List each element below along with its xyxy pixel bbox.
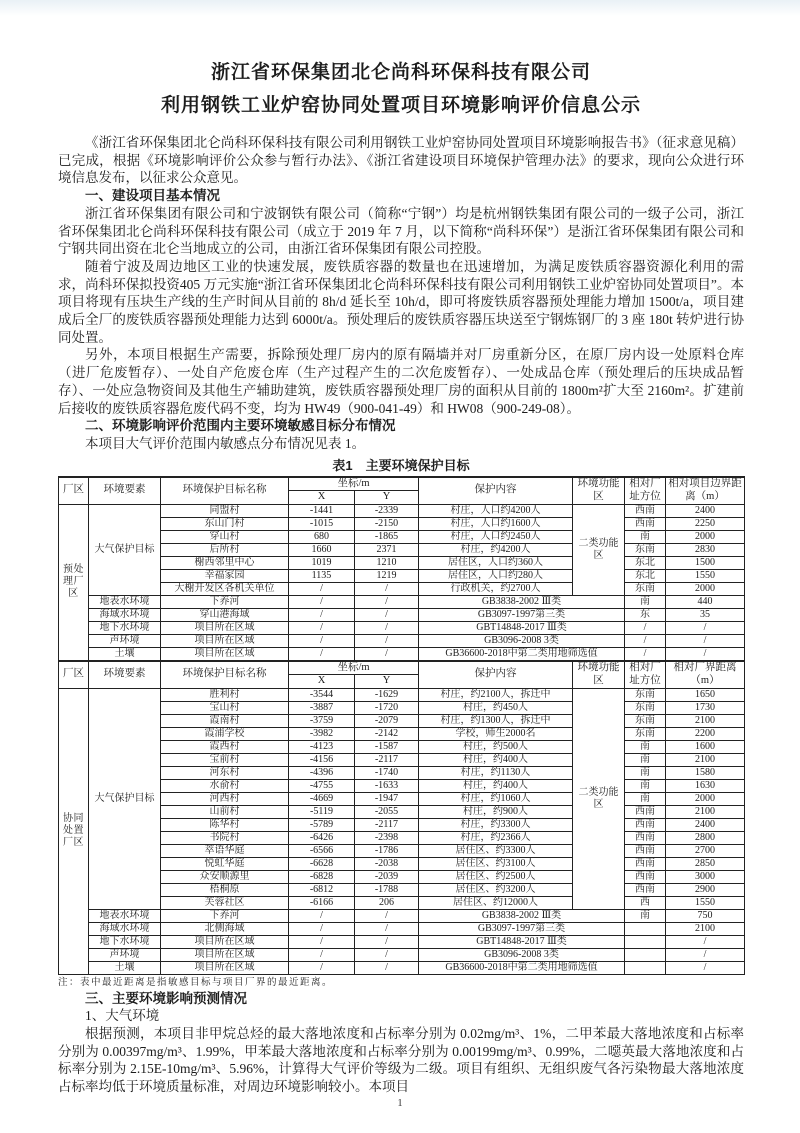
coord-x-cell: /	[289, 922, 355, 935]
coord-y-cell: -1587	[355, 740, 419, 753]
table-row	[59, 608, 745, 621]
direction-cell: 西南	[625, 883, 666, 896]
coord-x-cell: /	[289, 634, 355, 647]
content-cell: 村庄，人口约1600人	[419, 517, 573, 530]
col-direction: 相对厂址方位	[625, 661, 666, 689]
coord-x-cell: -1441	[289, 504, 355, 517]
table-row	[59, 896, 745, 909]
coord-x-cell: -3544	[289, 688, 355, 701]
table-row	[59, 701, 745, 714]
table-row	[59, 569, 745, 582]
coord-y-cell: /	[355, 582, 419, 595]
direction-cell: 西	[625, 896, 666, 909]
content-cell: 居住区、约3200人	[419, 883, 573, 896]
content-cell: 居住区、约2500人	[419, 870, 573, 883]
col-plant: 厂区	[59, 477, 89, 505]
table-row	[59, 647, 745, 661]
table-row	[59, 543, 745, 556]
coord-x-cell: -4755	[289, 779, 355, 792]
content-cell: 村庄，约1130人	[419, 766, 573, 779]
plant-cell: 协同处置厂区	[59, 688, 89, 974]
coord-y-cell: -1786	[355, 844, 419, 857]
distance-cell: 2000	[666, 530, 745, 543]
content-cell: 村庄，约1300人，拆迁中	[419, 714, 573, 727]
page-content	[58, 0, 744, 1096]
coord-y-cell: /	[355, 909, 419, 922]
direction-cell: 西南	[625, 504, 666, 517]
target-name-cell: 水俞村	[161, 779, 289, 792]
content-cell: 村庄，约400人	[419, 753, 573, 766]
content-cell: 居住区、约3100人	[419, 857, 573, 870]
table-row	[59, 621, 745, 634]
coord-x-cell: -4669	[289, 792, 355, 805]
coord-x-cell: -6566	[289, 844, 355, 857]
direction-cell: /	[625, 621, 666, 634]
target-name-cell: 梧桐原	[161, 883, 289, 896]
table-row	[59, 948, 745, 961]
direction-cell: /	[625, 634, 666, 647]
col-x: X	[289, 491, 355, 505]
col-x: X	[289, 675, 355, 689]
subsection-air: 1、大气环境	[85, 1008, 160, 1024]
coord-x-cell: -4123	[289, 740, 355, 753]
distance-cell: 1730	[666, 701, 745, 714]
distance-cell: 2100	[666, 805, 745, 818]
coord-x-cell: -1015	[289, 517, 355, 530]
col-y: Y	[355, 675, 419, 689]
direction-cell: 南	[625, 779, 666, 792]
coord-y-cell: -1947	[355, 792, 419, 805]
standard-cell: GBT14848-2017 Ⅲ类	[419, 935, 625, 948]
paragraph-project: 随着宁波及周边地区工业的快速发展，废铁质容器的数量也在迅速增加，为满足废铁质容器资源化利用的需求，尚科环保拟投资405 万元实施“浙江省环保集团北仑尚科环保科技有限公司利用钢铁工业炉窑协同处置项目”。本项目将现有压块生产线的生产时间从目前的 8h/d 延长至 10h/d，即可将废铁质容器预处理能力增加 1500t/a，项目建成后全厂的废铁质容器预处理能力达到 6000t/a。预处理后的废铁质容器压块送至宁钢炼钢厂的 3 座 180t 转炉进行协同处置。	[58, 258, 744, 345]
table-header-row	[59, 477, 745, 491]
distance-cell: /	[666, 621, 745, 634]
plant-cell: 预处理厂区	[59, 504, 89, 661]
coord-y-cell: /	[355, 935, 419, 948]
target-name-cell: 下养河	[161, 595, 289, 608]
coord-x-cell: -5119	[289, 805, 355, 818]
target-name-cell: 榭西邻里中心	[161, 556, 289, 569]
direction-cell: 南	[625, 753, 666, 766]
col-plant: 厂区	[59, 661, 89, 689]
table-row	[59, 556, 745, 569]
table-row	[59, 961, 745, 974]
coord-x-cell: -3982	[289, 727, 355, 740]
table-row	[59, 530, 745, 543]
distance-cell: 2250	[666, 517, 745, 530]
distance-cell: 2400	[666, 818, 745, 831]
distance-cell: /	[666, 647, 745, 661]
coord-y-cell: 1210	[355, 556, 419, 569]
paragraph-table-ref: 本项目大气评价范围内敏感点分布情况见表 1。	[85, 435, 366, 451]
standard-cell: GB36600-2018中第二类用地筛选值	[419, 961, 625, 974]
target-name-cell: 宝山村	[161, 701, 289, 714]
direction-cell: 南	[625, 909, 666, 922]
col-zone: 环境功能区	[573, 661, 625, 689]
coord-y-cell: -1633	[355, 779, 419, 792]
col-zone: 环境功能区	[573, 477, 625, 505]
col-coord: 坐标/m	[289, 477, 419, 491]
standard-cell: GB36600-2018中第二类用地筛选值	[419, 647, 625, 661]
element-cell: 海域水环境	[89, 608, 161, 621]
table-row	[59, 714, 745, 727]
coord-y-cell: 206	[355, 896, 419, 909]
target-name-cell: 宝前村	[161, 753, 289, 766]
target-name-cell: 霞西村	[161, 740, 289, 753]
target-name-cell: 山前村	[161, 805, 289, 818]
intro-paragraph: 《浙江省环保集团北仑尚科环保科技有限公司利用钢铁工业炉窑协同处置项目环境影响报告书》（征求意见稿）已完成，根据《环境影响评价公众参与暂行办法》、《浙江省建设项目环境保护管理办法》的要求，现向公众进行环境信息发布，以征求公众意见。	[58, 135, 744, 186]
content-cell: 村庄，约2366人	[419, 831, 573, 844]
table-row	[59, 753, 745, 766]
target-name-cell: 项目所在区域	[161, 961, 289, 974]
table-row	[59, 831, 745, 844]
distance-cell: /	[666, 935, 745, 948]
coord-x-cell: 1135	[289, 569, 355, 582]
standard-cell: GB3096-2008 3类	[419, 948, 625, 961]
coord-y-cell: -1629	[355, 688, 419, 701]
standard-cell: GB3097-1997第三类	[419, 608, 625, 621]
standard-cell: GBT14848-2017 Ⅲ类	[419, 621, 625, 634]
direction-cell: 东南	[625, 543, 666, 556]
content-cell: 村庄，约2100人，拆迁中	[419, 688, 573, 701]
direction-cell: 西南	[625, 831, 666, 844]
target-name-cell: 后所村	[161, 543, 289, 556]
coord-y-cell: -1720	[355, 701, 419, 714]
direction-cell: 西南	[625, 857, 666, 870]
target-name-cell: 幸福家园	[161, 569, 289, 582]
element-cell: 大气保护目标	[89, 688, 161, 909]
table-row	[59, 766, 745, 779]
col-direction: 相对厂址方位	[625, 477, 666, 505]
col-distance: 相对厂界距离（m）	[666, 661, 745, 689]
zone-cell: 二类功能区	[573, 688, 625, 909]
direction-cell	[625, 948, 666, 961]
direction-cell: 东北	[625, 556, 666, 569]
coord-y-cell: /	[355, 634, 419, 647]
element-cell: 声环境	[89, 948, 161, 961]
table-row	[59, 740, 745, 753]
distance-cell: /	[666, 948, 745, 961]
content-cell: 村庄，人口约2450人	[419, 530, 573, 543]
distance-cell: 2000	[666, 582, 745, 595]
direction-cell	[625, 922, 666, 935]
coord-x-cell: -6166	[289, 896, 355, 909]
paragraph-prediction: 根据预测，本项目非甲烷总烃的最大落地浓度和占标率分别为 0.02mg/m³、1%，二甲苯最大落地浓度和占标率分别为 0.00397mg/m³、1.99%，甲苯最大落地浓度和占标率分别为 0.00199mg/m³、0.99%，二噁英最大落地浓度和占标率分别为 2.15E-10mg/m³、5.96%，计算得大气评价等级为二级。项目有组织、无组织废气各污染物最大落地浓度占标率均低于环境质量标准，对周边环境影响较小。本项目	[58, 1026, 744, 1095]
coord-x-cell: 1660	[289, 543, 355, 556]
standard-cell: GB3838-2002 Ⅲ类	[419, 595, 625, 608]
element-cell: 土壤	[89, 647, 161, 661]
table-row	[59, 857, 745, 870]
table-caption: 表1 主要环境保护目标	[332, 457, 470, 473]
coord-x-cell: 680	[289, 530, 355, 543]
coord-y-cell: -1788	[355, 883, 419, 896]
coord-x-cell: /	[289, 909, 355, 922]
table-row	[59, 883, 745, 896]
distance-cell: 1500	[666, 556, 745, 569]
coord-y-cell: -1865	[355, 530, 419, 543]
table-row	[59, 792, 745, 805]
table-row	[59, 517, 745, 530]
paragraph-rebuild: 另外，本项目根据生产需要，拆除预处理厂房内的原有隔墙并对厂房重新分区，在原厂房内设一处原料仓库（进厂危废暂存）、一处自产危废仓库（生产过程产生的二次危废暂存）、一处成品仓库（预处理后的压块成品暂存）、一处应急物资间及其他生产辅助建筑，废铁质容器预处理厂房的面积从目前的 1800m²扩大至 2160m²。扩建前后接收的废铁质容器危废代码不变，均为 HW49（900-041-49）和 HW08（900-249-08）。	[58, 347, 744, 416]
table-row	[59, 870, 745, 883]
table-row	[59, 595, 745, 608]
coord-y-cell: -2079	[355, 714, 419, 727]
content-cell: 村庄，约500人	[419, 740, 573, 753]
content-cell: 村庄，约4200人	[419, 543, 573, 556]
coord-y-cell: -2150	[355, 517, 419, 530]
table-row	[59, 805, 745, 818]
section1-heading: 一、建设项目基本情况	[85, 188, 220, 204]
target-name-cell: 同盟村	[161, 504, 289, 517]
element-cell: 土壤	[89, 961, 161, 974]
coord-x-cell: 1019	[289, 556, 355, 569]
target-name-cell: 大榭开发区各机关单位	[161, 582, 289, 595]
coord-y-cell: 2371	[355, 543, 419, 556]
distance-cell: 2100	[666, 753, 745, 766]
element-cell: 地下水环境	[89, 935, 161, 948]
coord-y-cell: -2039	[355, 870, 419, 883]
distance-cell: /	[666, 961, 745, 974]
coord-x-cell: -6828	[289, 870, 355, 883]
document-title	[58, 56, 744, 122]
target-name-cell: 陈华村	[161, 818, 289, 831]
standard-cell: GB3097-1997第三类	[419, 922, 625, 935]
title-line-1: 浙江省环保集团北仑尚科环保科技有限公司	[210, 62, 591, 83]
coord-x-cell: /	[289, 935, 355, 948]
zone-cell: 二类功能区	[573, 504, 625, 595]
table-row	[59, 727, 745, 740]
table-row	[59, 844, 745, 857]
distance-cell: 2830	[666, 543, 745, 556]
distance-cell: 1630	[666, 779, 745, 792]
target-name-cell: 项目所在区域	[161, 621, 289, 634]
target-name-cell: 悦虹华庭	[161, 857, 289, 870]
content-cell: 居住区、约3300人	[419, 844, 573, 857]
content-cell: 村庄，人口约4200人	[419, 504, 573, 517]
table-row	[59, 922, 745, 935]
col-content: 保护内容	[419, 477, 573, 505]
table-row	[59, 818, 745, 831]
content-cell: 村庄，约1060人	[419, 792, 573, 805]
direction-cell: 东北	[625, 569, 666, 582]
direction-cell: 西南	[625, 870, 666, 883]
coord-x-cell: /	[289, 647, 355, 661]
coord-x-cell: -4396	[289, 766, 355, 779]
coord-y-cell: -2142	[355, 727, 419, 740]
target-name-cell: 项目所在区域	[161, 935, 289, 948]
distance-cell: 2700	[666, 844, 745, 857]
standard-cell: GB3838-2002 Ⅲ类	[419, 909, 625, 922]
coord-x-cell: /	[289, 961, 355, 974]
distance-cell: 2000	[666, 792, 745, 805]
element-cell: 地下水环境	[89, 621, 161, 634]
distance-cell: 2200	[666, 727, 745, 740]
distance-cell: 1580	[666, 766, 745, 779]
table-row	[59, 582, 745, 595]
coord-x-cell: -3887	[289, 701, 355, 714]
coord-y-cell: /	[355, 961, 419, 974]
content-cell: 行政机关，约2700人	[419, 582, 573, 595]
coord-y-cell: /	[355, 948, 419, 961]
col-y: Y	[355, 491, 419, 505]
distance-cell: 1600	[666, 740, 745, 753]
content-cell: 村庄，约3300人	[419, 818, 573, 831]
content-cell: 居住区，人口约280人	[419, 569, 573, 582]
coord-x-cell: -5789	[289, 818, 355, 831]
coord-x-cell: /	[289, 621, 355, 634]
col-coord: 坐标/m	[289, 661, 419, 675]
title-line-2: 利用钢铁工业炉窑协同处置项目环境影响评价信息公示	[160, 95, 641, 116]
coord-y-cell: -2038	[355, 857, 419, 870]
coord-y-cell: /	[355, 647, 419, 661]
target-name-cell: 河西村	[161, 792, 289, 805]
distance-cell: 2400	[666, 504, 745, 517]
coord-y-cell: /	[355, 621, 419, 634]
coord-y-cell: /	[355, 922, 419, 935]
target-name-cell: 北侧海域	[161, 922, 289, 935]
distance-cell: /	[666, 634, 745, 647]
distance-cell: 2100	[666, 922, 745, 935]
target-name-cell: 项目所在区域	[161, 948, 289, 961]
direction-cell: 东南	[625, 727, 666, 740]
element-cell: 声环境	[89, 634, 161, 647]
coord-x-cell: /	[289, 948, 355, 961]
content-cell: 居住区、约12000人	[419, 896, 573, 909]
direction-cell: 西南	[625, 844, 666, 857]
col-element: 环境要素	[89, 661, 161, 689]
direction-cell: 东南	[625, 714, 666, 727]
direction-cell: 南	[625, 792, 666, 805]
table-header-row	[59, 661, 745, 675]
direction-cell: 南	[625, 766, 666, 779]
content-cell: 学校，师生2000名	[419, 727, 573, 740]
target-name-cell: 穿山村	[161, 530, 289, 543]
direction-cell: 西南	[625, 517, 666, 530]
protection-targets-table	[58, 476, 745, 975]
table-note: 注：表中最近距离是指敏感目标与项目厂界的最近距离。	[58, 977, 334, 988]
col-element: 环境要素	[89, 477, 161, 505]
target-name-cell: 书院村	[161, 831, 289, 844]
coord-x-cell: /	[289, 608, 355, 621]
element-cell: 大气保护目标	[89, 504, 161, 595]
direction-cell	[625, 961, 666, 974]
element-cell: 地表水环境	[89, 595, 161, 608]
element-cell: 地表水环境	[89, 909, 161, 922]
target-name-cell: 穿山港海域	[161, 608, 289, 621]
distance-cell: 2900	[666, 883, 745, 896]
direction-cell: 东	[625, 608, 666, 621]
coord-x-cell: -4156	[289, 753, 355, 766]
coord-x-cell: -3759	[289, 714, 355, 727]
table-row	[59, 504, 745, 517]
direction-cell: 南	[625, 740, 666, 753]
col-distance: 相对项目边界距离（m）	[666, 477, 745, 505]
section3-heading: 三、主要环境影响预测情况	[85, 990, 247, 1006]
distance-cell: 1550	[666, 896, 745, 909]
standard-cell: GB3096-2008 3类	[419, 634, 625, 647]
coord-y-cell: -2117	[355, 818, 419, 831]
direction-cell: 南	[625, 530, 666, 543]
coord-x-cell: /	[289, 595, 355, 608]
coord-x-cell: /	[289, 582, 355, 595]
direction-cell: 东南	[625, 688, 666, 701]
table-row	[59, 909, 745, 922]
direction-cell: 东南	[625, 582, 666, 595]
page-number: 1	[397, 1098, 403, 1109]
paragraph-company: 浙江省环保集团有限公司和宁波钢铁有限公司（简称“宁钢”）均是杭州钢铁集团有限公司的一级子公司，浙江省环保集团北仑尚科环保科技有限公司（成立于 2019 年 7 月，以下简称“尚科环保”）是浙江省环保集团有限公司和宁钢共同出资在北仑当地成立的公司，由浙江省环保集团有限公司控股。	[58, 205, 744, 257]
distance-cell: 750	[666, 909, 745, 922]
coord-y-cell: -2398	[355, 831, 419, 844]
direction-cell: /	[625, 647, 666, 661]
coord-y-cell: -2117	[355, 753, 419, 766]
element-cell: 海域水环境	[89, 922, 161, 935]
content-cell: 村庄，约400人	[419, 779, 573, 792]
coord-y-cell: /	[355, 595, 419, 608]
direction-cell: 西南	[625, 805, 666, 818]
target-name-cell: 下养河	[161, 909, 289, 922]
col-content: 保护内容	[419, 661, 573, 689]
section2-heading: 二、环境影响评价范围内主要环境敏感目标分布情况	[85, 418, 396, 434]
distance-cell: 2800	[666, 831, 745, 844]
target-name-cell: 众安顺源里	[161, 870, 289, 883]
target-name-cell: 霞浦学校	[161, 727, 289, 740]
direction-cell: 东南	[625, 701, 666, 714]
distance-cell: 35	[666, 608, 745, 621]
table-row	[59, 688, 745, 701]
direction-cell: 西南	[625, 818, 666, 831]
direction-cell: 南	[625, 595, 666, 608]
distance-cell: 440	[666, 595, 745, 608]
target-name-cell: 项目所在区域	[161, 647, 289, 661]
table-row	[59, 935, 745, 948]
target-name-cell: 胜利村	[161, 688, 289, 701]
coord-x-cell: -6812	[289, 883, 355, 896]
col-target-name: 环境保护目标名称	[161, 477, 289, 505]
target-name-cell: 河东村	[161, 766, 289, 779]
coord-y-cell: 1219	[355, 569, 419, 582]
coord-x-cell: -6426	[289, 831, 355, 844]
distance-cell: 3000	[666, 870, 745, 883]
target-name-cell: 东山门村	[161, 517, 289, 530]
coord-x-cell: -6628	[289, 857, 355, 870]
coord-y-cell: /	[355, 608, 419, 621]
coord-y-cell: -2055	[355, 805, 419, 818]
distance-cell: 1550	[666, 569, 745, 582]
col-target-name: 环境保护目标名称	[161, 661, 289, 689]
table-row	[59, 634, 745, 647]
distance-cell: 1650	[666, 688, 745, 701]
target-name-cell: 芙蓉社区	[161, 896, 289, 909]
table-row	[59, 779, 745, 792]
target-name-cell: 项目所在区域	[161, 634, 289, 647]
distance-cell: 2850	[666, 857, 745, 870]
coord-y-cell: -1740	[355, 766, 419, 779]
target-name-cell: 霞南村	[161, 714, 289, 727]
target-name-cell: 萃语华庭	[161, 844, 289, 857]
distance-cell: 2100	[666, 714, 745, 727]
coord-y-cell: -2339	[355, 504, 419, 517]
direction-cell	[625, 935, 666, 948]
content-cell: 居住区，人口约360人	[419, 556, 573, 569]
content-cell: 村庄，约900人	[419, 805, 573, 818]
content-cell: 村庄，约450人	[419, 701, 573, 714]
